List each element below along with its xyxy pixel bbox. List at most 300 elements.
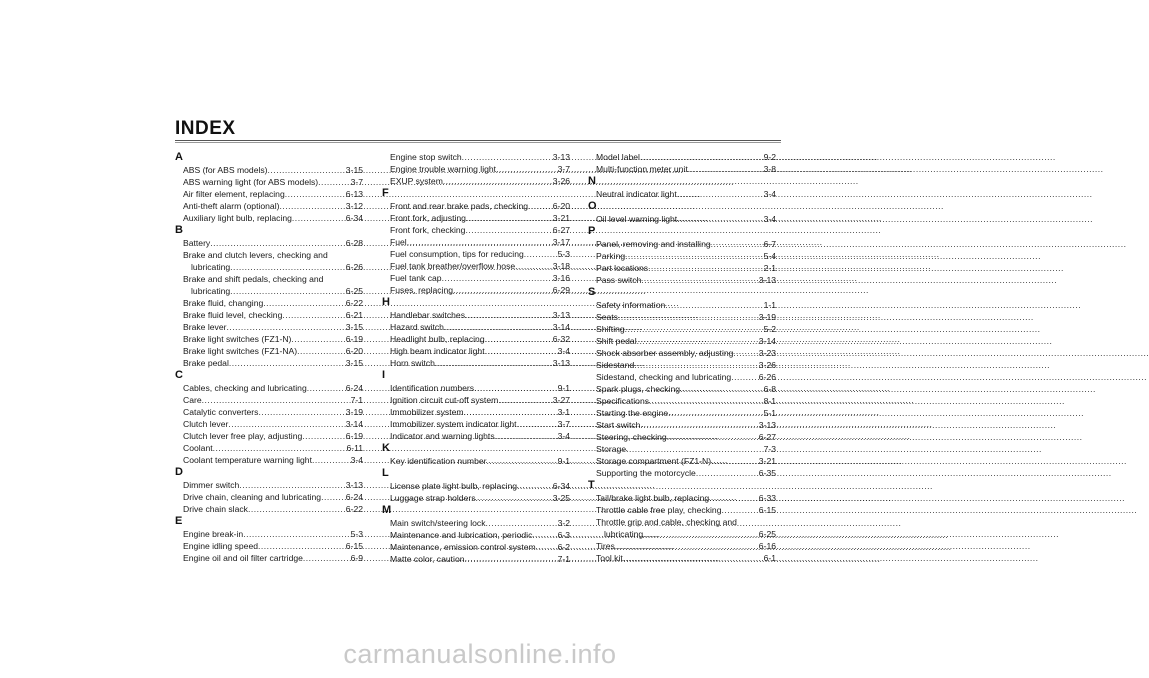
index-entry-text: Drive chain slack [183,504,248,514]
dot-leader [435,357,552,369]
index-entry-page: 3-7 [557,419,570,429]
index-entry-text: Tool kit [596,553,623,563]
dot-leader [213,442,346,454]
index-entry-text: Matte color, caution [390,554,465,564]
dot-leader [515,260,552,272]
index-entry [588,213,776,225]
dot-leader [474,382,557,394]
index-entry [175,406,363,418]
dot-leader [239,479,344,491]
dot-leader [268,164,345,176]
dot-leader [648,262,763,274]
index-entry [175,188,363,200]
index-entry-text: Shock absorber assembly, adjusting [596,348,734,358]
dot-leader [202,394,350,406]
index-column-3 [588,151,776,564]
dot-leader [444,321,552,333]
index-entry-page: 3-7 [557,164,570,174]
index-entry [382,430,570,442]
index-entry [588,323,776,335]
index-entry-page: 3-26 [758,360,776,370]
index-entry-page: 6-34 [345,213,363,223]
index-entry-text: Catalytic converters [183,407,259,417]
index-entry-page: 3-4 [557,346,570,356]
index-entry-text: Clutch lever free play, adjusting [183,431,303,441]
index-entry-text: Immobilizer system indicator light [390,419,517,429]
index-entry [588,311,776,323]
index-entry-text: Specifications [596,396,650,406]
index-entry [588,238,776,250]
index-entry [382,309,570,321]
index-letter-heading: H [382,296,390,308]
index-entry-text: ABS warning light (for ABS models) [183,177,319,187]
dot-leader [285,188,345,200]
index-entry-page: 6-21 [345,310,363,320]
index-entry-text: Pass switch [596,275,642,285]
index-entry-text: Drive chain, cleaning and lubricating [183,492,322,502]
index-entry [175,491,363,503]
index-entry-page: 7-1 [350,395,363,405]
dot-leader [625,323,763,335]
index-entry [588,274,776,286]
index-entry-text: Fuel consumption, tips for reducing [390,249,524,259]
index-entry-text: lubricating [604,529,644,539]
dot-leader [634,359,758,371]
index-entry-text: Supporting the motorcycle [596,468,696,478]
index-entry [588,347,776,359]
index-entry-text: Multi-function meter unit [596,164,688,174]
index-entry-text: Panel, removing and installing [596,239,711,249]
index-entry-page: 5-3 [350,529,363,539]
dot-leader [321,491,345,503]
dot-leader [618,311,758,323]
title-rule-secondary [175,142,781,143]
index-entry-page: 6-33 [758,493,776,503]
index-entry-text: Engine idling speed [183,541,259,551]
index-entry-text: Starting the engine [596,408,669,418]
index-entry-text: Immobilizer system [390,407,464,417]
index-entry-page: 6-34 [552,481,570,491]
dot-leader [443,175,552,187]
dot-leader [641,274,757,286]
dot-leader [643,528,758,540]
index-entry-text: Engine stop switch [390,152,462,162]
index-entry-page: 3-13 [758,420,776,430]
dot-leader [486,517,557,529]
dot-leader [496,163,557,175]
index-entry-text: Care [183,395,202,405]
index-entry [175,164,363,176]
index-entry [175,540,363,552]
index-entry [588,188,776,200]
index-entry-page: 6-27 [758,432,776,442]
index-entry-page: 8-1 [763,396,776,406]
index-entry [588,540,776,552]
index-entry [588,151,776,163]
index-letter-heading: A [175,151,183,163]
index-entry [588,467,776,479]
index-entry [382,212,570,224]
index-entry-text: Main switch/steering lock [390,518,486,528]
index-entry-page: 3-21 [758,456,776,466]
index-entry-text: Spark plugs, checking [596,384,681,394]
dot-leader [517,418,557,430]
index-entry [588,299,776,311]
index-entry-text: Seats [596,312,618,322]
index-entry-page: 9-2 [763,152,776,162]
index-entry-page: 6-13 [345,189,363,199]
index-letter-heading: S [588,286,596,298]
index-letter-heading: M [382,504,392,516]
index-entry [382,529,570,541]
index-entry [588,552,776,564]
index-entry-page: 6-20 [552,201,570,211]
dot-leader [462,151,552,163]
dot-leader [487,455,557,467]
index-entry-page: 6-2 [557,542,570,552]
index-entry [175,528,363,540]
index-entry-page: 3-27 [552,395,570,405]
index-entry-text: Indicator and warning lights [390,431,495,441]
index-entry [382,345,570,357]
index-letter-heading: P [588,225,596,237]
index-entry [175,382,363,394]
dot-leader [696,467,758,479]
dot-leader [465,309,552,321]
index-entry-continued: Brake and clutch levers, checking and [183,250,328,260]
dot-leader [302,430,345,442]
index-entry [382,284,570,296]
index-entry-text: Steering, checking [596,432,667,442]
index-entry [588,335,776,347]
index-entry-text: Part locations [596,263,649,273]
index-entry-text: Sidestand [596,360,635,370]
index-entry-text: Maintenance, emission control system [390,542,536,552]
index-entry-page: 6-15 [758,505,776,515]
index-entry [588,383,776,395]
index-entry-text: Brake light switches (FZ1-N) [183,334,292,344]
index-entry [175,418,363,430]
index-entry [588,431,776,443]
index-entry [382,260,570,272]
index-entry-page: 3-15 [345,322,363,332]
index-entry [175,333,363,345]
index-entry-page: 3-17 [552,237,570,247]
index-entry-text: Brake lever [183,322,227,332]
index-entry-text: Front fork, checking [390,225,466,235]
page-title: INDEX [175,118,236,139]
index-entry-page: 6-22 [345,298,363,308]
index-entry [175,503,363,515]
index-entry-page: 3-14 [345,419,363,429]
index-entry-page: 6-26 [345,262,363,272]
index-entry-page: 7-3 [763,444,776,454]
index-entry [382,382,570,394]
index-entry-text: Cables, checking and lubricating [183,383,307,393]
index-entry-page: 7-1 [557,554,570,564]
index-letter-heading: K [382,442,390,454]
index-letter-heading: F [382,187,389,199]
index-entry [588,163,776,175]
index-entry [382,406,570,418]
dot-leader [465,224,551,236]
index-entry [382,517,570,529]
index-entry-page: 5-3 [557,249,570,259]
index-entry-text: lubricating [191,262,231,272]
index-entry-text: Start switch [596,420,641,430]
dot-leader [407,236,552,248]
index-entry-page: 1-1 [763,300,776,310]
index-entry [382,394,570,406]
index-entry-page: 3-4 [763,214,776,224]
index-entry-page: 6-25 [758,529,776,539]
index-entry [175,345,363,357]
index-entry-text: Brake fluid level, checking [183,310,283,320]
dot-leader [485,345,557,357]
index-entry-page: 3-7 [350,177,363,187]
dot-leader [665,299,762,311]
dot-leader [688,163,763,175]
index-entry-page: 3-14 [758,336,776,346]
index-entry-text: Model label [596,152,640,162]
index-entry-text: Engine oil and oil filter cartridge [183,553,303,563]
index-entry-text: Front fork, adjusting [390,213,466,223]
dot-leader [680,383,763,395]
dot-leader [623,552,763,564]
index-entry-text: Battery [183,238,211,248]
index-entry [175,430,363,442]
dot-leader [466,212,552,224]
index-entry [175,176,363,188]
dot-leader [733,347,757,359]
index-entry-page: 6-19 [345,334,363,344]
index-entry-text: Maintenance and lubrication, periodic [390,530,533,540]
dot-leader [230,285,345,297]
index-entry-text: Brake pedal [183,358,229,368]
index-entry [588,528,776,540]
index-letter-heading: T [588,479,595,491]
index-entry-page: 3-25 [552,493,570,503]
index-entry-text: Fuel tank breather/overflow hose [390,261,516,271]
index-letter-heading: B [175,224,183,236]
index-entry-text: Sidestand, checking and lubricating [596,372,732,382]
dot-leader [668,407,762,419]
index-entry-page: 6-3 [557,530,570,540]
index-entry-text: Dimmer switch [183,480,240,490]
index-entry [382,224,570,236]
dot-leader [230,261,345,273]
dot-leader [464,406,557,418]
index-entry-text: Shifting [596,324,625,334]
index-entry [175,454,363,466]
index-entry-page: 3-14 [552,322,570,332]
index-entry-text: EXUP system [390,176,443,186]
dot-leader [210,237,345,249]
index-entry-page: 6-32 [552,334,570,344]
index-entry-page: 3-19 [758,312,776,322]
index-entry-text: Fuel tank cap [390,273,442,283]
dot-leader [453,284,552,296]
index-entry [588,262,776,274]
index-entry-text: Shift pedal [596,336,637,346]
index-entry [382,163,570,175]
index-entry-page: 3-13 [345,480,363,490]
index-entry-page: 5-4 [763,251,776,261]
index-entry-page: 3-13 [758,275,776,285]
index-entry-text: Horn switch [390,358,435,368]
dot-leader [263,297,345,309]
index-letter-heading: I [382,369,386,381]
index-entry-page: 6-26 [758,372,776,382]
dot-leader [229,357,345,369]
index-entry-text: Hazard switch [390,322,444,332]
index-letter-heading: N [588,175,596,187]
dot-leader [495,430,557,442]
dot-leader [721,504,757,516]
index-entry [588,407,776,419]
dot-leader [258,540,345,552]
index-entry [382,492,570,504]
index-entry [588,371,776,383]
index-entry-page: 9-1 [557,456,570,466]
index-entry [175,297,363,309]
index-entry-text: Luggage strap holders [390,493,476,503]
index-entry-page: 6-28 [345,238,363,248]
dot-leader [532,529,556,541]
dot-leader [677,188,763,200]
index-entry [588,443,776,455]
index-letter-heading: E [175,515,183,527]
index-entry-text: Fuses, replacing [390,285,454,295]
dot-leader [292,212,345,224]
dot-leader [226,321,344,333]
dot-leader [711,455,758,467]
index-entry [175,212,363,224]
index-entry-text: Handlebar switches [390,310,465,320]
index-entry [588,250,776,262]
dot-leader [709,492,758,504]
index-entry [175,321,363,333]
index-entry [175,357,363,369]
dot-leader [258,406,344,418]
index-entry-text: Throttle cable free play, checking [596,505,722,515]
index-entry [382,553,570,565]
dot-leader [524,248,557,260]
index-entry-text: Neutral indicator light [596,189,677,199]
index-entry-text: Coolant [183,443,213,453]
index-entry-page: 6-19 [345,431,363,441]
dot-leader [312,454,350,466]
index-entry-page: 6-24 [345,492,363,502]
index-entry-page: 3-13 [552,358,570,368]
index-entry-page: 3-23 [758,348,776,358]
dot-leader [626,443,762,455]
index-entry-text: Coolant temperature warning light [183,455,312,465]
index-entry [382,455,570,467]
index-entry-page: 6-15 [345,541,363,551]
index-entry-page: 3-12 [345,201,363,211]
index-column-1 [175,151,363,564]
index-entry [382,272,570,284]
index-entry-text: Brake fluid, changing [183,298,264,308]
index-entry-page: 3-19 [345,407,363,417]
index-entry-page: 3-4 [557,431,570,441]
index-letter-heading: D [175,466,183,478]
index-entry-page: 5-2 [763,324,776,334]
index-entry-text: Identification numbers [390,383,475,393]
dot-leader [297,345,345,357]
index-entry-page: 3-4 [350,455,363,465]
dot-leader [528,200,552,212]
index-entry-text: Storage compartment (FZ1-N) [596,456,712,466]
index-entry-text: Safety information [596,300,666,310]
index-entry [175,309,363,321]
index-entry-text: License plate light bulb, replacing [390,481,518,491]
index-entry-text: Engine trouble warning light [390,164,497,174]
index-entry-page: 6-25 [345,286,363,296]
title-rule [175,140,781,141]
index-entry-text: Headlight bulb, replacing [390,334,485,344]
index-entry-text: ABS (for ABS models) [183,165,268,175]
index-entry-continued: Brake and shift pedals, checking and [183,274,324,284]
dot-leader [291,333,344,345]
index-entry [175,552,363,564]
index-entry-page: 6-8 [763,384,776,394]
index-entry [588,455,776,467]
index-entry-page: 3-13 [552,152,570,162]
index-entry-page: 3-2 [557,518,570,528]
dot-leader [279,200,344,212]
index-entry-text: Brake light switches (FZ1-NA) [183,346,298,356]
dot-leader [282,309,344,321]
index-entry-page: 3-1 [557,407,570,417]
index-entry-text: Front and rear brake pads, checking [390,201,529,211]
dot-leader [615,540,758,552]
dot-leader [640,151,763,163]
index-entry-page: 6-11 [346,443,363,453]
index-entry [382,151,570,163]
index-letter-heading: L [382,467,389,479]
index-entry-page: 3-16 [552,273,570,283]
index-entry-page: 9-1 [557,383,570,393]
index-entry [382,236,570,248]
index-letter-heading: O [588,200,597,212]
dot-leader [637,335,758,347]
index-entry [588,492,776,504]
dot-leader [498,394,552,406]
index-entry-page: 6-29 [552,285,570,295]
index-entry-page: 3-15 [345,358,363,368]
dot-leader [303,552,350,564]
index-entry [382,357,570,369]
index-entry-text: lubricating [191,286,231,296]
index-entry-page: 3-4 [763,189,776,199]
index-entry-text: Tail/brake light bulb, replacing [596,493,710,503]
dot-leader [476,492,552,504]
index-entry-page: 3-21 [552,213,570,223]
index-entry [175,237,363,249]
index-entry-page: 6-27 [552,225,570,235]
index-entry [175,200,363,212]
dot-leader [667,431,758,443]
index-entry [382,321,570,333]
index-entry-text: Auxiliary light bulb, replacing [183,213,292,223]
index-entry [382,541,570,553]
index-entry-page: 3-15 [345,165,363,175]
index-entry [382,175,570,187]
index-entry-page: 3-8 [763,164,776,174]
index-entry-text: High beam indicator light [390,346,485,356]
